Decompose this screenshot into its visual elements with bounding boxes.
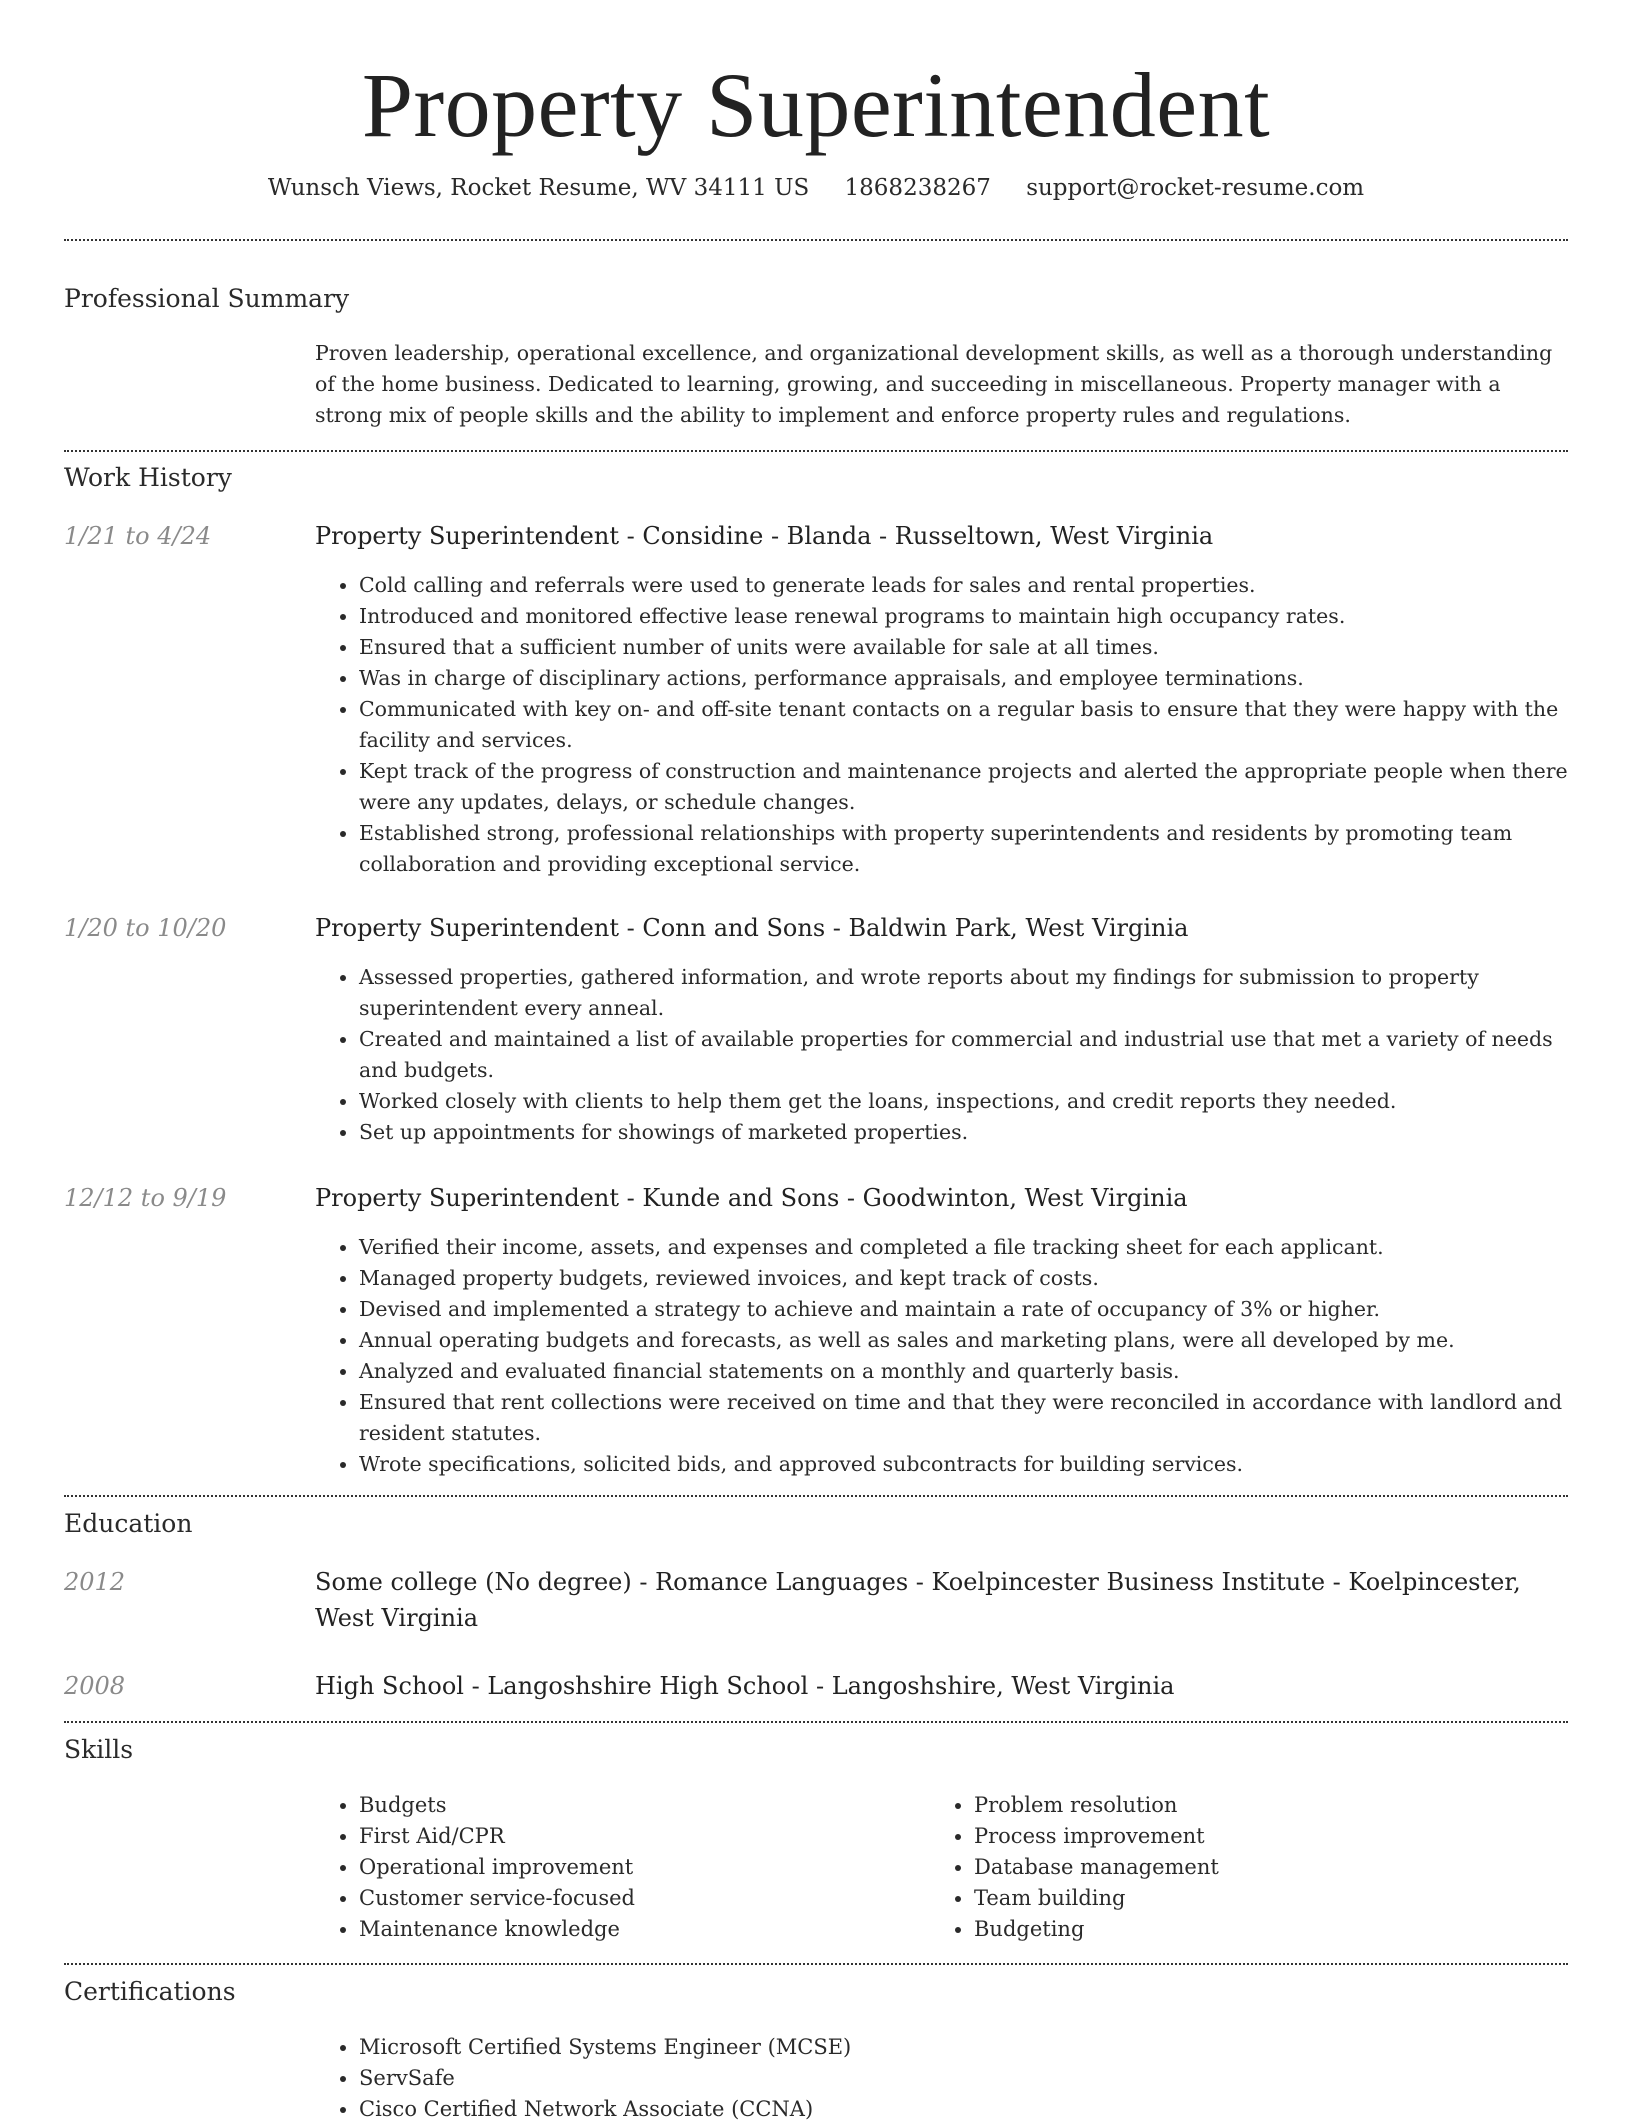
- job-bullet: • Worked closely with clients to help them get the loans, inspections, and credit reports they needed.: [359, 1086, 1570, 1117]
- skill-item: • Team building: [974, 1883, 1570, 1914]
- education-year: 2008: [64, 1672, 126, 1700]
- certifications-list: [315, 2032, 1570, 2125]
- job-bullet: • Introduced and monitored effective lease renewal programs to maintain high occupancy rates.: [359, 601, 1570, 632]
- skills-list-left: [315, 1790, 915, 1945]
- contact-line: [0, 170, 1632, 206]
- divider: [64, 450, 1568, 452]
- skill-item: • Operational improvement: [359, 1852, 915, 1883]
- certification-item: • ServSafe: [359, 2063, 1570, 2094]
- skill-item: • Budgets: [359, 1790, 915, 1821]
- skill-item: • Customer service-focused: [359, 1883, 915, 1914]
- job-bullet: • Annual operating budgets and forecasts, as well as sales and marketing plans, were all developed by me.: [359, 1325, 1570, 1356]
- job-bullet: • Cold calling and referrals were used to generate leads for sales and rental properties.: [359, 570, 1570, 601]
- job-bullet: • Ensured that rent collections were received on time and that they were reconciled in accordance with landlord and resident statutes.: [359, 1387, 1570, 1449]
- job-bullets: [315, 570, 1570, 880]
- skill-item: • First Aid/CPR: [359, 1821, 915, 1852]
- job-dates: 1/21 to 4/24: [64, 522, 212, 550]
- education-year: 2012: [64, 1568, 126, 1596]
- job-bullet: • Verified their income, assets, and expenses and completed a file tracking sheet for each applicant.: [359, 1232, 1570, 1263]
- job-bullet: • Analyzed and evaluated financial statements on a monthly and quarterly basis.: [359, 1356, 1570, 1387]
- contact-address: Wunsch Views, Rocket Resume, WV 34111 US: [267, 175, 810, 201]
- divider: [64, 1495, 1568, 1497]
- skill-item: • Budgeting: [974, 1914, 1570, 1945]
- skill-item: • Maintenance knowledge: [359, 1914, 915, 1945]
- education-heading: Some college (No degree) - Romance Languages - Koelpincester Business Institute - Koelpincester, West Virginia: [315, 1568, 1521, 1632]
- section-title-skills: Skills: [64, 1735, 134, 1764]
- section-title-summary: Professional Summary: [64, 284, 350, 313]
- certification-item: • Cisco Certified Network Associate (CCNA): [359, 2094, 1570, 2125]
- divider: [64, 239, 1568, 241]
- divider: [64, 1963, 1568, 1965]
- job-bullet: • Managed property budgets, reviewed invoices, and kept track of costs.: [359, 1263, 1570, 1294]
- job-bullets: [315, 962, 1570, 1148]
- skill-item: • Process improvement: [974, 1821, 1570, 1852]
- job-bullet: • Established strong, professional relationships with property superintendents and residents by promoting team collaboration and providing exceptional service.: [359, 818, 1570, 880]
- candidate-name: Property Superintendent: [361, 54, 1271, 156]
- education-heading: High School - Langoshshire High School - Langoshshire, West Virginia: [315, 1672, 1175, 1700]
- job-heading: Property Superintendent - Conn and Sons - Baldwin Park, West Virginia: [315, 914, 1189, 942]
- contact-phone: 1868238267: [844, 175, 991, 201]
- job-bullets: [315, 1232, 1570, 1480]
- job-bullet: • Wrote specifications, solicited bids, and approved subcontracts for building services.: [359, 1449, 1570, 1480]
- job-bullet: • Assessed properties, gathered information, and wrote reports about my findings for submission to property superintendent every anneal.: [359, 962, 1570, 1024]
- job-heading: Property Superintendent - Kunde and Sons - Goodwinton, West Virginia: [315, 1184, 1188, 1212]
- contact-email: support@rocket-resume.com: [1026, 175, 1365, 201]
- skill-item: • Database management: [974, 1852, 1570, 1883]
- section-title-certifications: Certifications: [64, 1977, 236, 2006]
- skill-item: • Problem resolution: [974, 1790, 1570, 1821]
- section-title-work-history: Work History: [64, 463, 232, 492]
- job-bullet: • Set up appointments for showings of marketed properties.: [359, 1117, 1570, 1148]
- skills-list-right: [930, 1790, 1570, 1945]
- certification-item: • Microsoft Certified Systems Engineer (MCSE): [359, 2032, 1570, 2063]
- job-bullet: • Communicated with key on- and off-site tenant contacts on a regular basis to ensure that they were happy with the facility and services.: [359, 694, 1570, 756]
- job-bullet: • Devised and implemented a strategy to achieve and maintain a rate of occupancy of 3% or higher.: [359, 1294, 1570, 1325]
- section-title-education: Education: [64, 1509, 193, 1538]
- job-heading: Property Superintendent - Considine - Blanda - Russeltown, West Virginia: [315, 522, 1214, 550]
- divider: [64, 1721, 1568, 1723]
- job-dates: 12/12 to 9/19: [64, 1184, 227, 1212]
- job-bullet: • Kept track of the progress of construction and maintenance projects and alerted the appropriate people when there were any updates, delays, or schedule changes.: [359, 756, 1570, 818]
- summary-text: Proven leadership, operational excellence, and organizational development skills, as well as a thorough understanding of the home business. Dedicated to learning, growing, and succeeding in miscellaneous. Property manager with a strong mix of people skills and the ability to implement and enforce property rules and regulations.: [315, 341, 1553, 427]
- job-dates: 1/20 to 10/20: [64, 914, 227, 942]
- job-bullet: • Was in charge of disciplinary actions, performance appraisals, and employee terminations.: [359, 663, 1570, 694]
- job-bullet: • Created and maintained a list of available properties for commercial and industrial use that met a variety of needs and budgets.: [359, 1024, 1570, 1086]
- job-bullet: • Ensured that a sufficient number of units were available for sale at all times.: [359, 632, 1570, 663]
